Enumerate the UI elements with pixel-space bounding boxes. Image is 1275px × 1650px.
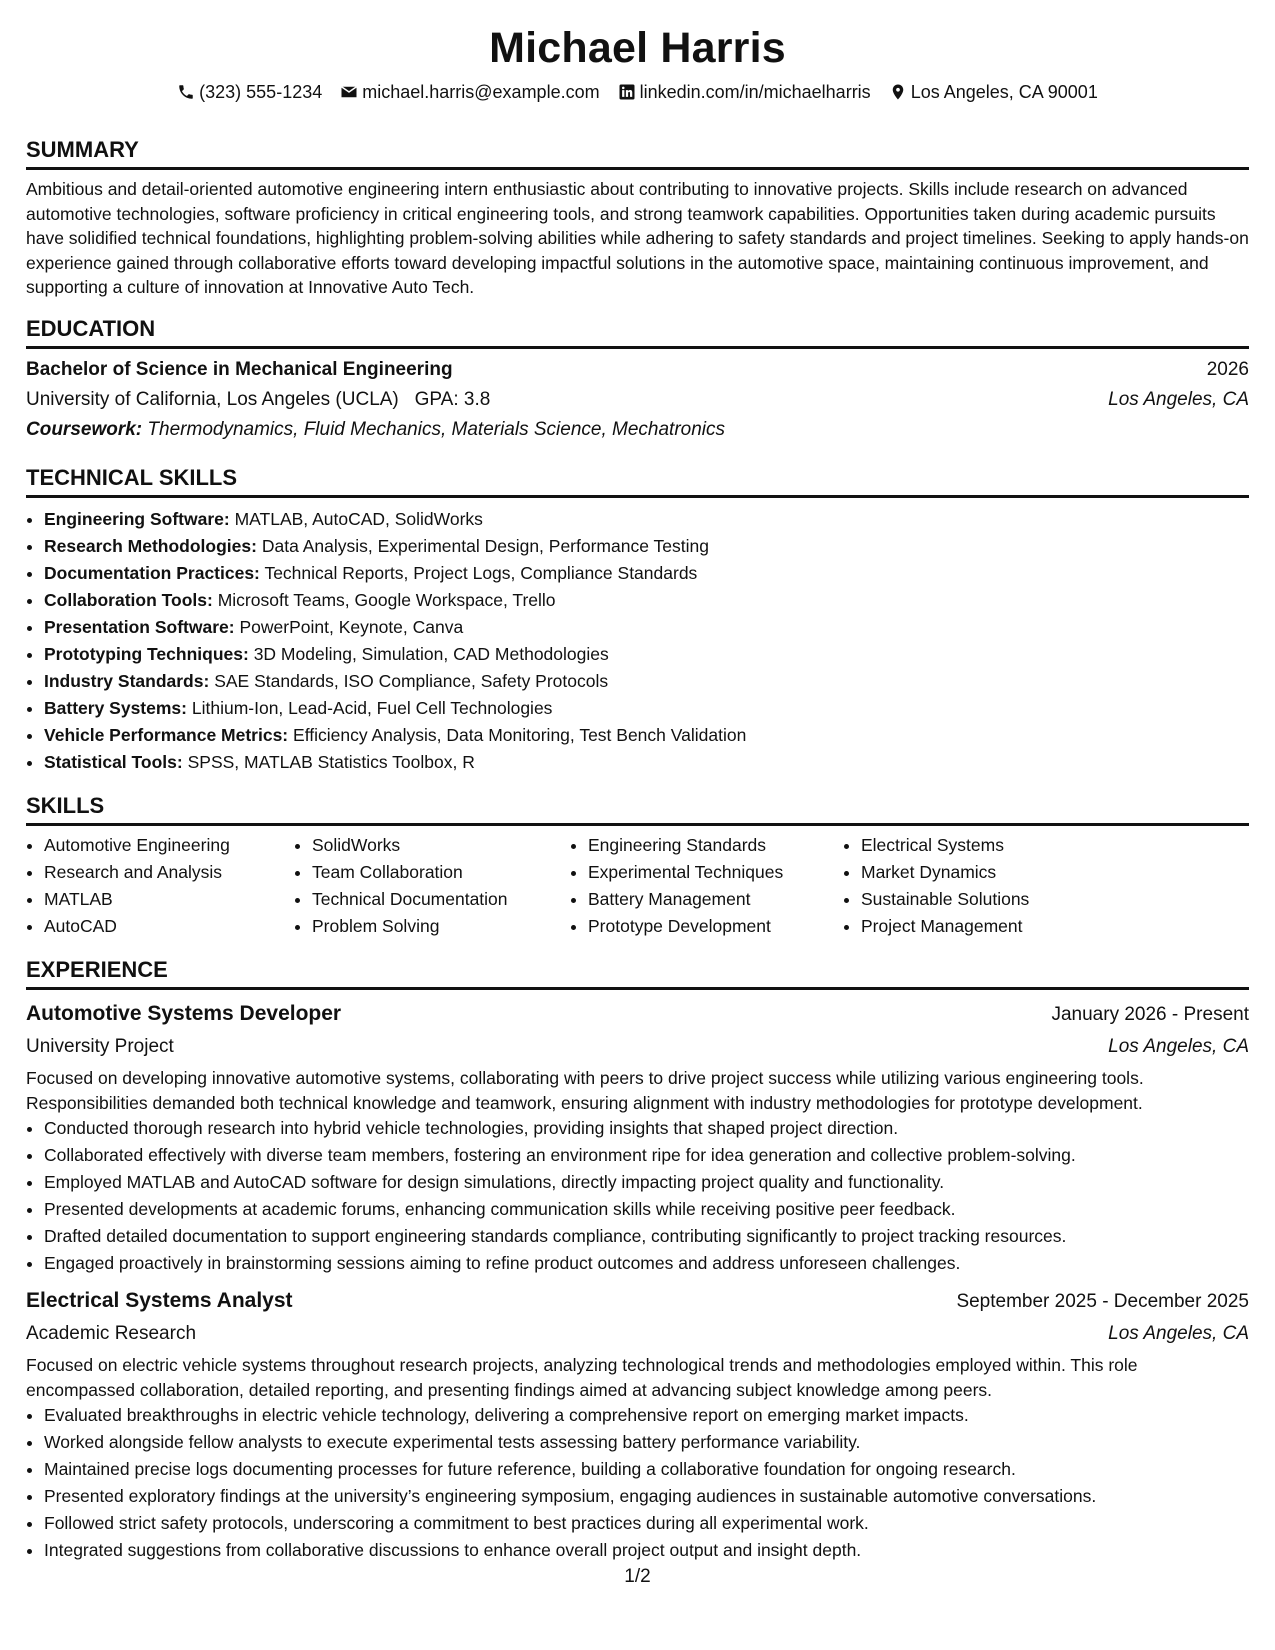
summary-text: Ambitious and detail-oriented automotive engineering intern enthusiastic about contributing to innovative projects. Skills include research on advanced automotive technologies, software proficiency in critical engineering tools, and strong teamwork capabilities. Opportunities taken during academic pursuits have solidified technical foundations, highlighting problem-solving abilities while adhering to safety standards and project timelines. Seeking to apply hands-on experience gained through collaborative efforts toward developing impactful solutions in the automotive space, maintaining continuous improvement, and supporting a culture of innovation at Innovative Auto Tech. — [26, 179, 1249, 297]
list-item: • AutoCAD — [44, 913, 294, 940]
skill-label: Documentation Practices: — [44, 563, 260, 583]
technical-skills-section — [26, 464, 1249, 776]
job-title: Electrical Systems Analyst — [26, 1289, 293, 1312]
list-item — [44, 614, 1249, 641]
list-item: • Experimental Techniques — [588, 859, 843, 886]
list-item: • SolidWorks — [312, 832, 570, 859]
list-item: • Research and Analysis — [44, 859, 294, 886]
list-item: • Collaborated effectively with diverse team members, fostering an environment ripe for idea generation and collective problem-solving. — [44, 1142, 1249, 1169]
degree: Bachelor of Science in Mechanical Engineering — [26, 359, 453, 380]
list-item — [44, 641, 1249, 668]
section-title: EXPERIENCE — [26, 956, 1249, 990]
job-dates: September 2025 - December 2025 — [956, 1291, 1249, 1312]
skills-column — [570, 832, 843, 940]
skills-grid — [26, 832, 1249, 940]
list-item — [44, 668, 1249, 695]
job-dates: January 2026 - Present — [1051, 1004, 1249, 1025]
linkedin-link[interactable]: linkedin.com/in/michaelharris — [639, 82, 871, 102]
linkedin-icon — [618, 83, 636, 101]
list-item: • Maintained precise logs documenting processes for future reference, building a collaborative foundation for ongoing research. — [44, 1456, 1249, 1483]
section-title: SKILLS — [26, 792, 1249, 826]
list-item — [44, 695, 1249, 722]
skill-value: Microsoft Teams, Google Workspace, Trello — [217, 590, 556, 610]
job-organization: Academic Research — [26, 1323, 197, 1344]
skill-value: SPSS, MATLAB Statistics Toolbox, R — [187, 752, 475, 772]
skill-value: SAE Standards, ISO Compliance, Safety Protocols — [214, 671, 609, 691]
job-entry — [26, 998, 1249, 1277]
skill-value: PowerPoint, Keynote, Canva — [239, 617, 464, 637]
phone-text: (323) 555-1234 — [199, 82, 323, 102]
list-item: • Presented exploratory findings at the university’s engineering symposium, engaging audiences in sustainable automotive conversations. — [44, 1483, 1249, 1510]
list-item — [44, 722, 1249, 749]
list-item: • Conducted thorough research into hybrid vehicle technologies, providing insights that shaped project direction. — [44, 1115, 1249, 1142]
job-entry — [26, 1285, 1249, 1564]
coursework-list: Thermodynamics, Fluid Mechanics, Materials Science, Mechatronics — [147, 419, 726, 440]
job-location: Los Angeles, CA — [1108, 1036, 1249, 1057]
skill-label: Presentation Software: — [44, 617, 235, 637]
candidate-name: Michael Harris — [489, 24, 786, 72]
skill-label: Industry Standards: — [44, 671, 210, 691]
job-location: Los Angeles, CA — [1108, 1323, 1249, 1344]
coursework — [26, 415, 1249, 445]
list-item: • Sustainable Solutions — [861, 886, 1121, 913]
page-number: 1/2 — [624, 1566, 651, 1587]
graduation-year: 2026 — [1206, 359, 1249, 380]
skill-label: Research Methodologies: — [44, 536, 257, 556]
list-item: • Problem Solving — [312, 913, 570, 940]
list-item: • MATLAB — [44, 886, 294, 913]
job-organization: University Project — [26, 1036, 174, 1057]
contact-email[interactable] — [340, 80, 599, 104]
list-item: • Automotive Engineering — [44, 832, 294, 859]
institution — [26, 385, 490, 415]
skill-label: Prototyping Techniques: — [44, 644, 249, 664]
job-title: Automotive Systems Developer — [26, 1002, 342, 1025]
job-description: Focused on developing innovative automotive systems, collaborating with peers to drive project success while utilizing various engineering tools. Responsibilities demanded both technical knowledge and teamwork, ensuring alignment with industry methodologies for prototype development. — [26, 1068, 1144, 1113]
envelope-icon — [340, 83, 358, 101]
list-item: • Drafted detailed documentation to support engineering standards compliance, contributing significantly to project tracking resources. — [44, 1223, 1249, 1250]
skill-label: Battery Systems: — [44, 698, 187, 718]
list-item: • Project Management — [861, 913, 1121, 940]
job-description: Focused on electric vehicle systems throughout research projects, analyzing technological trends and methodologies employed within. This role encompassed collaboration, detailed reporting, and presenting findings aimed at advancing subject knowledge among peers. — [26, 1355, 1138, 1400]
list-item: • Engaged proactively in brainstorming sessions aiming to refine product outcomes and address unforeseen challenges. — [44, 1250, 1249, 1277]
skill-label: Collaboration Tools: — [44, 590, 213, 610]
contact-bar — [26, 80, 1249, 104]
list-item — [44, 749, 1249, 776]
education-section — [26, 315, 1249, 445]
section-title: TECHNICAL SKILLS — [26, 464, 1249, 498]
email-link[interactable]: michael.harris@example.com — [362, 82, 600, 102]
list-item: • Team Collaboration — [312, 859, 570, 886]
list-item: • Presented developments at academic forums, enhancing communication skills while receiving positive peer feedback. — [44, 1196, 1249, 1223]
list-item — [44, 587, 1249, 614]
skills-column — [294, 832, 570, 940]
contact-phone — [177, 80, 322, 104]
list-item: • Employed MATLAB and AutoCAD software for design simulations, directly impacting project quality and functionality. — [44, 1169, 1249, 1196]
list-item: • Followed strict safety protocols, underscoring a commitment to best practices during all experimental work. — [44, 1510, 1249, 1537]
skill-label: Vehicle Performance Metrics: — [44, 725, 289, 745]
job-bullets — [26, 1115, 1249, 1277]
list-item: • Battery Management — [588, 886, 843, 913]
education-location: Los Angeles, CA — [1108, 389, 1249, 410]
section-title: EDUCATION — [26, 315, 1249, 349]
contact-location — [889, 80, 1098, 104]
gpa: GPA: 3.8 — [414, 389, 491, 410]
skill-label: Engineering Software: — [44, 509, 230, 529]
location-text: Los Angeles, CA 90001 — [910, 82, 1098, 102]
list-item: • Technical Documentation — [312, 886, 570, 913]
technical-skills-list — [26, 506, 1249, 776]
section-title: SUMMARY — [26, 136, 1249, 170]
list-item: • Electrical Systems — [861, 832, 1121, 859]
job-bullets — [26, 1402, 1249, 1564]
summary-section — [26, 136, 1249, 300]
list-item: • Evaluated breakthroughs in electric vehicle technology, delivering a comprehensive report on emerging market impacts. — [44, 1402, 1249, 1429]
skill-label: Statistical Tools: — [44, 752, 183, 772]
skill-value: Technical Reports, Project Logs, Compliance Standards — [264, 563, 698, 583]
list-item — [44, 506, 1249, 533]
skill-value: Efficiency Analysis, Data Monitoring, Test Bench Validation — [293, 725, 747, 745]
list-item: • Integrated suggestions from collaborative discussions to enhance overall project output and insight depth. — [44, 1537, 1249, 1564]
list-item: • Prototype Development — [588, 913, 843, 940]
map-pin-icon — [889, 83, 907, 101]
list-item: • Market Dynamics — [861, 859, 1121, 886]
institution-name: University of California, Los Angeles (UCLA) — [26, 389, 399, 410]
list-item: • Worked alongside fellow analysts to execute experimental tests assessing battery performance variability. — [44, 1429, 1249, 1456]
list-item: • Engineering Standards — [588, 832, 843, 859]
skills-column — [843, 832, 1121, 940]
contact-linkedin[interactable] — [618, 80, 871, 104]
skills-section — [26, 792, 1249, 940]
skill-value: Lithium-Ion, Lead-Acid, Fuel Cell Technologies — [191, 698, 553, 718]
skills-column — [26, 832, 294, 940]
skill-value: 3D Modeling, Simulation, CAD Methodologies — [253, 644, 609, 664]
experience-section — [26, 956, 1249, 1564]
skill-value: MATLAB, AutoCAD, SolidWorks — [234, 509, 483, 529]
list-item — [44, 560, 1249, 587]
coursework-label: Coursework: — [26, 419, 143, 440]
phone-icon — [177, 83, 195, 101]
list-item — [44, 533, 1249, 560]
skill-value: Data Analysis, Experimental Design, Performance Testing — [261, 536, 709, 556]
